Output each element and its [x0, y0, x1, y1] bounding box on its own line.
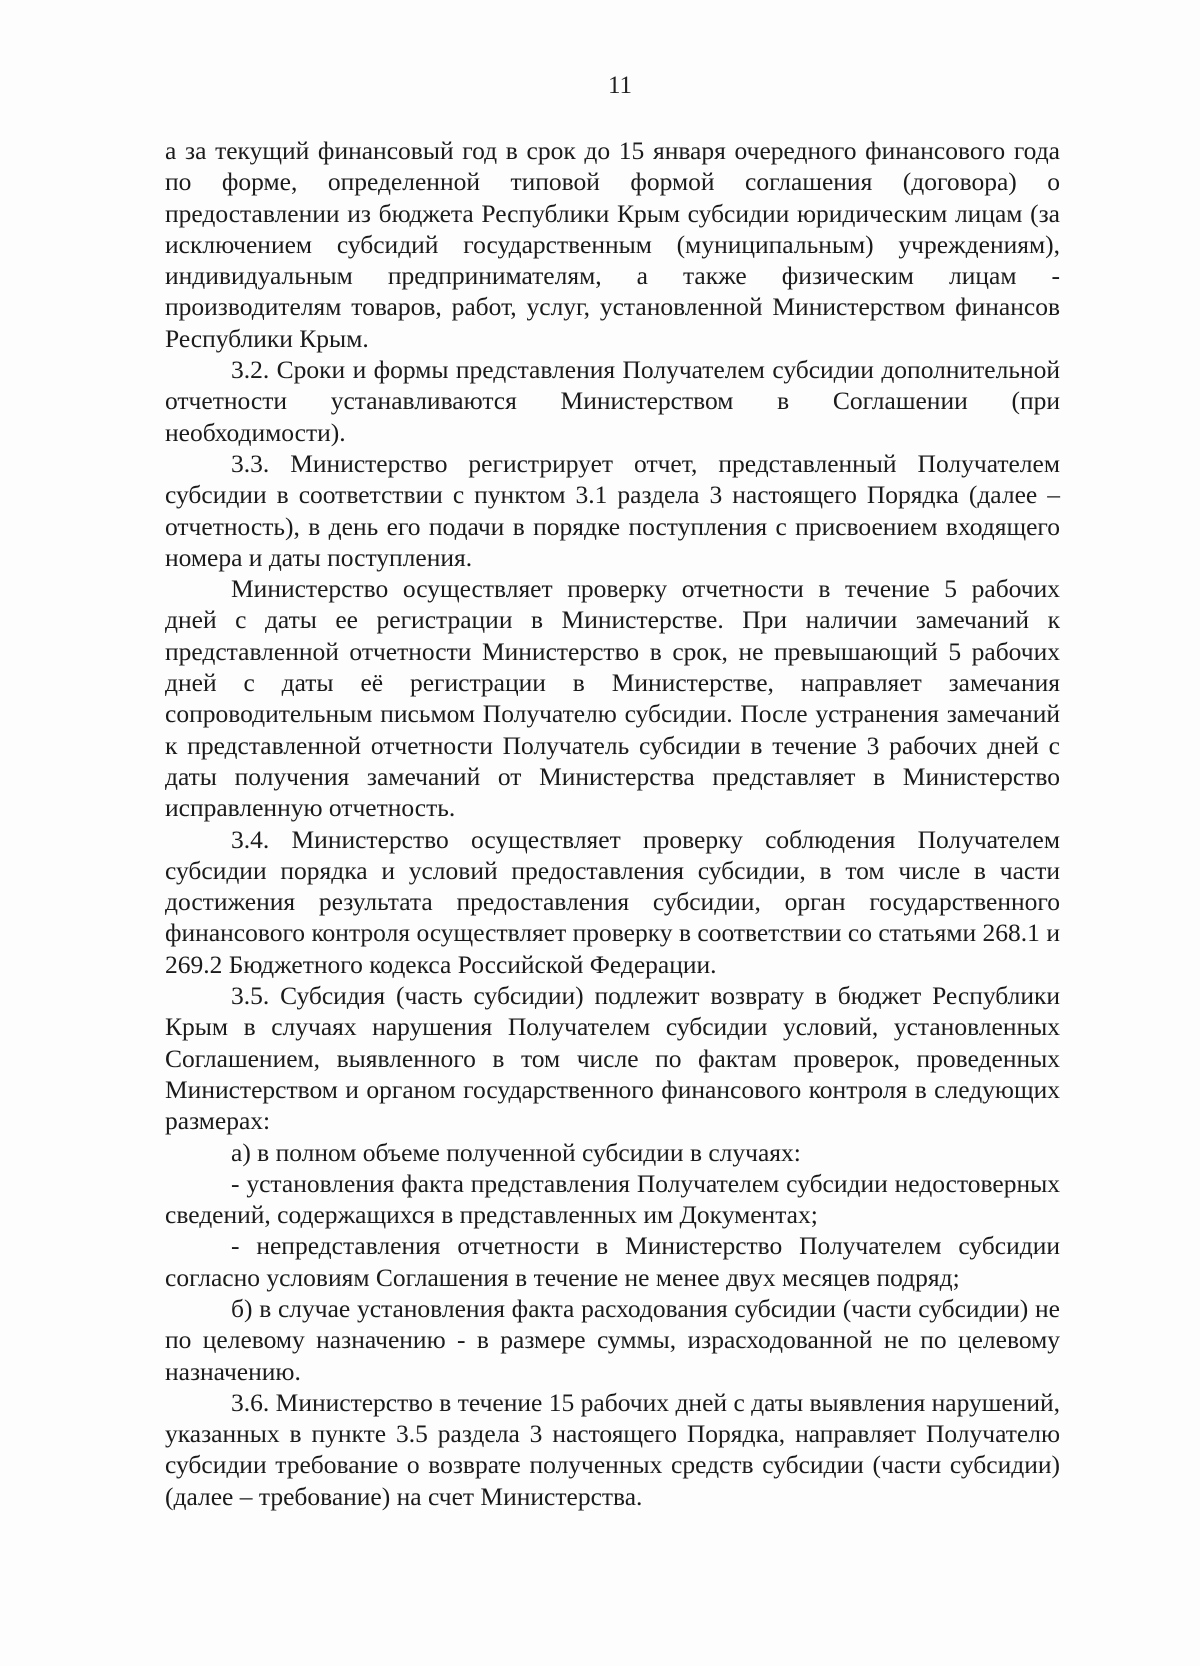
paragraph-3-2: 3.2. Сроки и формы представления Получателем субсидии дополнительной отчетности устанавливаются Министерством в Соглашении (при необходимости).: [165, 355, 1060, 447]
paragraph-item-b: б) в случае установления факта расходования субсидии (части субсидии) не по целевому назначению - в размере суммы, израсходованной не по целевому назначению.: [165, 1293, 1060, 1386]
document-body: [165, 135, 1060, 1512]
paragraph-bullet-false-info: - установления факта представления Получателем субсидии недостоверных сведений, содержащихся в представленных им Документах;: [165, 1168, 1060, 1230]
paragraph-report-check: Министерство осуществляет проверку отчетности в течение 5 рабочих дней с даты ее регистрации в Министерстве. При наличии замечаний к представленной отчетности Министерство в срок, не превышающий 5 рабочих дней с даты её регистрации в Министерстве, направляет замечания сопроводительным письмом Получателю субсидии. После устранения замечаний к представленной отчетности Получатель субсидии в течение 3 рабочих дней с даты получения замечаний от Министерства представляет в Министерство исправленную отчетность.: [165, 574, 1060, 823]
paragraph-3-5: 3.5. Субсидия (часть субсидии) подлежит возврату в бюджет Республики Крым в случаях нарушения Получателем субсидии условий, установленных Соглашением, выявленного в том числе по фактам проверок, проведенных Министерством и органом государственного финансового контроля в следующих размерах:: [165, 981, 1060, 1136]
page-number: 11: [607, 72, 633, 99]
paragraph-bullet-no-report: - непредставления отчетности в Министерство Получателем субсидии согласно условиям Соглашения в течение не менее двух месяцев подряд;: [165, 1231, 1060, 1292]
paragraph-3-6: 3.6. Министерство в течение 15 рабочих дней с даты выявления нарушений, указанных в пункте 3.5 раздела 3 настоящего Порядка, направляет Получателю субсидии требование о возврате полученных средств субсидии (части субсидии) (далее – требование) на счет Министерства.: [165, 1387, 1060, 1511]
paragraph-item-a: а) в полном объеме полученной субсидии в случаях:: [231, 1137, 801, 1167]
paragraph-continuation: а за текущий финансовый год в срок до 15 января очередного финансового года по форме, определенной типовой формой соглашения (договора) о предоставлении из бюджета Республики Крым субсидии юридическим лицам (за исключением субсидий государственным (муниципальным) учреждениям), индивидуальным предпринимателям, а также физическим лицам - производителям товаров, работ, услуг, установленной Министерством финансов Республики Крым.: [165, 136, 1060, 353]
paragraph-3-3: 3.3. Министерство регистрирует отчет, представленный Получателем субсидии в соответствии с пунктом 3.1 раздела 3 настоящего Порядка (далее – отчетность), в день его подачи в порядке поступления с присвоением входящего номера и даты поступления.: [165, 448, 1060, 572]
paragraph-3-4: 3.4. Министерство осуществляет проверку соблюдения Получателем субсидии порядка и условий предоставления субсидии, в том числе в части достижения результата предоставления субсидии, орган государственного финансового контроля осуществляет проверку в соответствии со статьями 268.1 и 269.2 Бюджетного кодекса Российской Федерации.: [165, 824, 1060, 979]
